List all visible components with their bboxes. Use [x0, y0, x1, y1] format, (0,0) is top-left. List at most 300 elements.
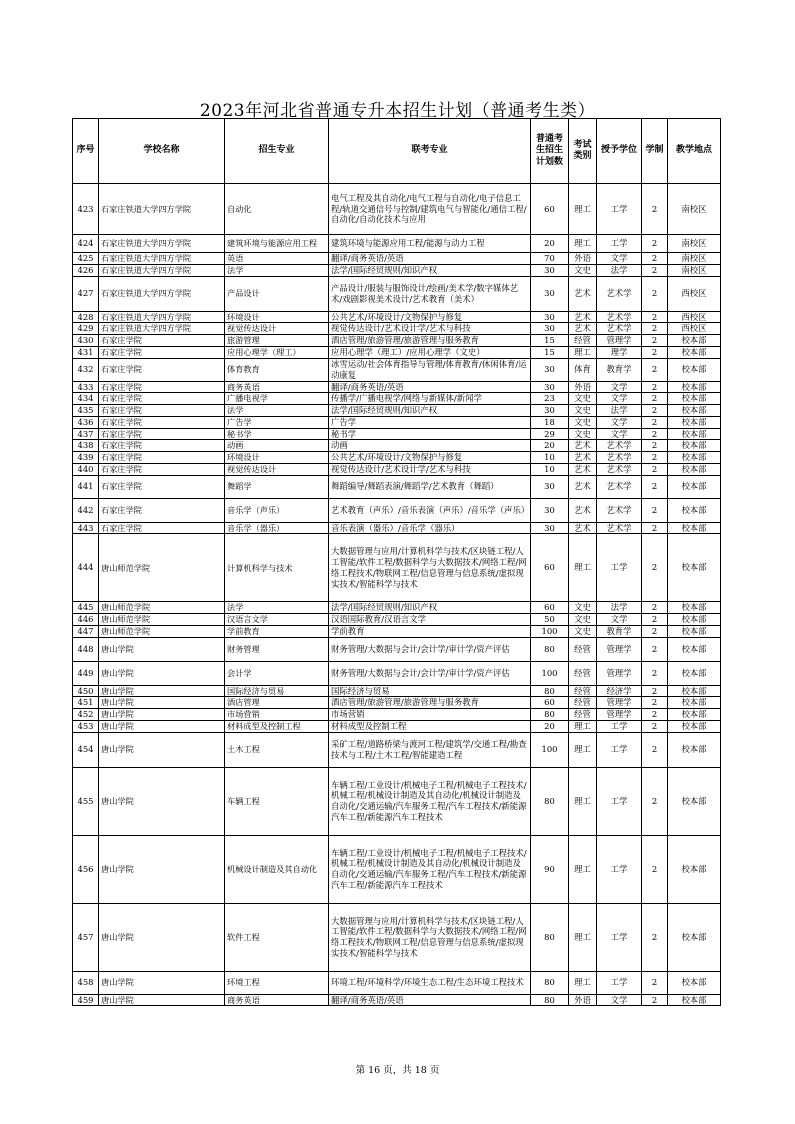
- cell-plan-count: 20: [531, 440, 569, 452]
- cell-major-name: 酒店管理: [225, 697, 329, 709]
- cell-degree: 理学: [597, 346, 642, 358]
- cell-degree: 工学: [597, 835, 642, 903]
- cell-degree: 法学: [597, 602, 642, 614]
- cell-exam-type: 文史: [569, 264, 597, 276]
- cell-exam-type: 经管: [569, 335, 597, 347]
- cell-plan-count: 100: [531, 625, 569, 637]
- cell-exam-type: 经管: [569, 709, 597, 721]
- cell-major-name: 广告学: [225, 416, 329, 428]
- cell-major-name: 视觉传达设计: [225, 323, 329, 335]
- cell-major-name: 机械设计制造及其自动化: [225, 835, 329, 903]
- cell-school-name: 唐山学院: [99, 903, 225, 971]
- cell-plan-count: 15: [531, 335, 569, 347]
- cell-major-name: 市场营销: [225, 709, 329, 721]
- cell-location: 校本部: [668, 637, 721, 661]
- cell-degree: 艺术学: [597, 311, 642, 323]
- cell-major-name: 应用心理学（理工）: [225, 346, 329, 358]
- table-row: [73, 428, 721, 440]
- cell-years: 2: [642, 614, 668, 626]
- table-row: [73, 346, 721, 358]
- cell-degree: 工学: [597, 971, 642, 994]
- cell-school-name: 石家庄学院: [99, 346, 225, 358]
- table-row: [73, 971, 721, 994]
- cell-school-name: 唐山学院: [99, 720, 225, 732]
- cell-degree: 法学: [597, 405, 642, 417]
- cell-degree: 艺术学: [597, 498, 642, 522]
- cell-location: 校本部: [668, 903, 721, 971]
- cell-years: 2: [642, 732, 668, 767]
- cell-location: 南校区: [668, 253, 721, 265]
- cell-degree: 管理学: [597, 335, 642, 347]
- page-footer: 第 16 页，共 18 页: [355, 1065, 440, 1076]
- cell-school-name: 唐山学院: [99, 661, 225, 685]
- table-row: [73, 358, 721, 381]
- cell-location: 校本部: [668, 661, 721, 685]
- cell-joint-major: 艺术教育（声乐）/音乐表演（声乐）/音乐学（声乐）: [329, 498, 531, 522]
- cell-years: 2: [642, 405, 668, 417]
- cell-school-name: 石家庄学院: [99, 405, 225, 417]
- cell-plan-count: 20: [531, 720, 569, 732]
- cell-major-name: 动画: [225, 440, 329, 452]
- table-row: [73, 405, 721, 417]
- cell-major-name: 自动化: [225, 184, 329, 235]
- cell-years: 2: [642, 323, 668, 335]
- cell-location: 校本部: [668, 767, 721, 835]
- cell-exam-type: 艺术: [569, 276, 597, 311]
- table-row: [73, 253, 721, 265]
- cell-row-number: 423: [73, 184, 99, 235]
- cell-location: 校本部: [668, 440, 721, 452]
- cell-row-number: 453: [73, 720, 99, 732]
- cell-row-number: 449: [73, 661, 99, 685]
- cell-exam-type: 理工: [569, 732, 597, 767]
- cell-exam-type: 艺术: [569, 452, 597, 464]
- cell-plan-count: 60: [531, 184, 569, 235]
- cell-school-name: 唐山学院: [99, 709, 225, 721]
- cell-degree: 文学: [597, 416, 642, 428]
- cell-row-number: 444: [73, 534, 99, 602]
- cell-row-number: 428: [73, 311, 99, 323]
- cell-row-number: 450: [73, 685, 99, 697]
- cell-plan-count: 60: [531, 534, 569, 602]
- cell-school-name: 唐山学院: [99, 697, 225, 709]
- cell-plan-count: 23: [531, 393, 569, 405]
- cell-degree: 法学: [597, 264, 642, 276]
- table-row: [73, 614, 721, 626]
- table-row: [73, 264, 721, 276]
- cell-joint-major: 冰雪运动/社会体育指导与管理/体育教育/休闲体育/运动康复: [329, 358, 531, 381]
- cell-years: 2: [642, 625, 668, 637]
- cell-plan-count: 30: [531, 522, 569, 534]
- cell-exam-type: 文史: [569, 602, 597, 614]
- cell-school-name: 石家庄铁道大学四方学院: [99, 323, 225, 335]
- table-row: [73, 475, 721, 498]
- cell-row-number: 441: [73, 475, 99, 498]
- cell-years: 2: [642, 416, 668, 428]
- cell-row-number: 429: [73, 323, 99, 335]
- table-row: [73, 903, 721, 971]
- cell-location: 校本部: [668, 358, 721, 381]
- cell-school-name: 石家庄学院: [99, 475, 225, 498]
- cell-plan-count: 20: [531, 235, 569, 253]
- cell-degree: 工学: [597, 235, 642, 253]
- cell-location: 校本部: [668, 346, 721, 358]
- col-header-plan: 普通考生招生计划数: [531, 119, 569, 184]
- cell-joint-major: 翻译/商务英语/英语: [329, 994, 531, 1006]
- cell-school-name: 唐山学院: [99, 685, 225, 697]
- table-row: [73, 685, 721, 697]
- cell-exam-type: 文史: [569, 405, 597, 417]
- cell-exam-type: 文史: [569, 614, 597, 626]
- cell-location: 西校区: [668, 323, 721, 335]
- cell-years: 2: [642, 835, 668, 903]
- cell-location: 校本部: [668, 685, 721, 697]
- cell-joint-major: 应用心理学（理工）/应用心理学（文史）: [329, 346, 531, 358]
- cell-exam-type: 艺术: [569, 440, 597, 452]
- cell-row-number: 451: [73, 697, 99, 709]
- table-row: [73, 602, 721, 614]
- cell-plan-count: 30: [531, 405, 569, 417]
- table-row: [73, 767, 721, 835]
- cell-degree: 艺术学: [597, 323, 642, 335]
- table-row: [73, 720, 721, 732]
- cell-years: 2: [642, 463, 668, 475]
- cell-row-number: 442: [73, 498, 99, 522]
- cell-joint-major: 法学/国际经贸规则/知识产权: [329, 405, 531, 417]
- cell-joint-major: 视觉传达设计/艺术设计学/艺术与科技: [329, 323, 531, 335]
- cell-row-number: 432: [73, 358, 99, 381]
- cell-row-number: 445: [73, 602, 99, 614]
- cell-joint-major: 酒店管理/旅游管理/旅游管理与服务教育: [329, 697, 531, 709]
- table-row: [73, 637, 721, 661]
- cell-years: 2: [642, 393, 668, 405]
- page-title: 2023年河北省普通专升本招生计划（普通考生类）: [199, 101, 596, 121]
- cell-joint-major: 法学/国际经贸规则/知识产权: [329, 264, 531, 276]
- cell-years: 2: [642, 440, 668, 452]
- cell-degree: 艺术学: [597, 522, 642, 534]
- cell-major-name: 法学: [225, 602, 329, 614]
- table-row: [73, 994, 721, 1006]
- cell-degree: 经济学: [597, 685, 642, 697]
- cell-plan-count: 60: [531, 602, 569, 614]
- cell-school-name: 石家庄学院: [99, 428, 225, 440]
- cell-years: 2: [642, 276, 668, 311]
- cell-major-name: 环境工程: [225, 971, 329, 994]
- cell-degree: 文学: [597, 428, 642, 440]
- cell-years: 2: [642, 994, 668, 1006]
- cell-joint-major: 酒店管理/旅游管理/旅游管理与服务教育: [329, 335, 531, 347]
- cell-major-name: 视觉传达设计: [225, 463, 329, 475]
- table-row: [73, 440, 721, 452]
- cell-location: 校本部: [668, 381, 721, 393]
- cell-location: 校本部: [668, 498, 721, 522]
- table-row: [73, 498, 721, 522]
- cell-major-name: 音乐学（器乐）: [225, 522, 329, 534]
- cell-major-name: 软件工程: [225, 903, 329, 971]
- cell-location: 西校区: [668, 311, 721, 323]
- cell-major-name: 国际经济与贸易: [225, 685, 329, 697]
- cell-years: 2: [642, 637, 668, 661]
- cell-school-name: 唐山学院: [99, 994, 225, 1006]
- cell-joint-major: 视觉传达设计/艺术设计学/艺术与科技: [329, 463, 531, 475]
- cell-exam-type: 经管: [569, 697, 597, 709]
- cell-joint-major: 建筑环境与能源应用工程/能源与动力工程: [329, 235, 531, 253]
- cell-degree: 管理学: [597, 661, 642, 685]
- cell-years: 2: [642, 452, 668, 464]
- cell-row-number: 440: [73, 463, 99, 475]
- cell-plan-count: 50: [531, 614, 569, 626]
- col-header-no: 序号: [73, 119, 99, 184]
- cell-plan-count: 80: [531, 971, 569, 994]
- cell-location: 校本部: [668, 971, 721, 994]
- cell-school-name: 石家庄铁道大学四方学院: [99, 253, 225, 265]
- cell-location: 校本部: [668, 614, 721, 626]
- cell-plan-count: 30: [531, 381, 569, 393]
- cell-degree: 工学: [597, 534, 642, 602]
- cell-exam-type: 理工: [569, 346, 597, 358]
- cell-exam-type: 艺术: [569, 323, 597, 335]
- cell-plan-count: 15: [531, 346, 569, 358]
- cell-years: 2: [642, 522, 668, 534]
- cell-years: 2: [642, 475, 668, 498]
- table-row: [73, 311, 721, 323]
- cell-location: 南校区: [668, 264, 721, 276]
- cell-row-number: 448: [73, 637, 99, 661]
- col-header-degree: 授予学位: [597, 119, 642, 184]
- cell-plan-count: 100: [531, 732, 569, 767]
- table-header-row: [73, 119, 721, 184]
- cell-major-name: 法学: [225, 405, 329, 417]
- cell-major-name: 产品设计: [225, 276, 329, 311]
- cell-row-number: 446: [73, 614, 99, 626]
- cell-exam-type: 理工: [569, 534, 597, 602]
- cell-joint-major: 音乐表演（器乐）/音乐学（器乐）: [329, 522, 531, 534]
- cell-plan-count: 80: [531, 709, 569, 721]
- col-header-exam-type: 考试类别: [569, 119, 597, 184]
- cell-school-name: 唐山学院: [99, 637, 225, 661]
- cell-school-name: 石家庄铁道大学四方学院: [99, 184, 225, 235]
- table-row: [73, 335, 721, 347]
- col-header-years: 学制: [642, 119, 668, 184]
- cell-location: 校本部: [668, 709, 721, 721]
- cell-degree: 工学: [597, 720, 642, 732]
- cell-location: 校本部: [668, 428, 721, 440]
- cell-years: 2: [642, 602, 668, 614]
- cell-plan-count: 30: [531, 475, 569, 498]
- cell-row-number: 431: [73, 346, 99, 358]
- table-row: [73, 452, 721, 464]
- cell-school-name: 石家庄学院: [99, 393, 225, 405]
- cell-school-name: 石家庄学院: [99, 498, 225, 522]
- cell-major-name: 材料成型及控制工程: [225, 720, 329, 732]
- cell-years: 2: [642, 685, 668, 697]
- cell-joint-major: 翻译/商务英语/英语: [329, 381, 531, 393]
- cell-degree: 文学: [597, 614, 642, 626]
- cell-joint-major: 学前教育: [329, 625, 531, 637]
- cell-school-name: 唐山学院: [99, 971, 225, 994]
- cell-exam-type: 外语: [569, 253, 597, 265]
- cell-location: 西校区: [668, 276, 721, 311]
- cell-school-name: 唐山师范学院: [99, 625, 225, 637]
- cell-degree: 文学: [597, 393, 642, 405]
- cell-school-name: 唐山学院: [99, 732, 225, 767]
- cell-joint-major: 动画: [329, 440, 531, 452]
- cell-plan-count: 30: [531, 311, 569, 323]
- cell-plan-count: 80: [531, 685, 569, 697]
- cell-row-number: 457: [73, 903, 99, 971]
- cell-location: 校本部: [668, 416, 721, 428]
- cell-major-name: 建筑环境与能源应用工程: [225, 235, 329, 253]
- cell-location: 校本部: [668, 602, 721, 614]
- cell-exam-type: 文史: [569, 416, 597, 428]
- cell-location: 校本部: [668, 720, 721, 732]
- cell-years: 2: [642, 534, 668, 602]
- cell-degree: 教育学: [597, 358, 642, 381]
- cell-major-name: 英语: [225, 253, 329, 265]
- cell-plan-count: 80: [531, 903, 569, 971]
- cell-plan-count: 80: [531, 767, 569, 835]
- cell-row-number: 443: [73, 522, 99, 534]
- cell-school-name: 石家庄学院: [99, 463, 225, 475]
- cell-joint-major: 市场营销: [329, 709, 531, 721]
- cell-row-number: 437: [73, 428, 99, 440]
- cell-school-name: 唐山学院: [99, 835, 225, 903]
- cell-joint-major: 广告学: [329, 416, 531, 428]
- col-header-school: 学校名称: [99, 119, 225, 184]
- table-body: [73, 184, 721, 1006]
- cell-location: 南校区: [668, 235, 721, 253]
- cell-major-name: 环境设计: [225, 452, 329, 464]
- table-row: [73, 184, 721, 235]
- cell-row-number: 456: [73, 835, 99, 903]
- cell-row-number: 454: [73, 732, 99, 767]
- cell-plan-count: 18: [531, 416, 569, 428]
- cell-degree: 艺术学: [597, 440, 642, 452]
- cell-joint-major: 秘书学: [329, 428, 531, 440]
- cell-exam-type: 外语: [569, 381, 597, 393]
- cell-major-name: 商务英语: [225, 994, 329, 1006]
- cell-joint-major: 国际经济与贸易: [329, 685, 531, 697]
- cell-location: 校本部: [668, 835, 721, 903]
- cell-row-number: 452: [73, 709, 99, 721]
- cell-row-number: 459: [73, 994, 99, 1006]
- table-row: [73, 235, 721, 253]
- cell-major-name: 会计学: [225, 661, 329, 685]
- cell-joint-major: 大数据管理与应用/计算机科学与技术/区块链工程/人工智能/软件工程/数据科学与大数据技术/网络工程/网络工程技术/物联网工程/信息管理与信息系统/虚拟现实技术/智能科学与技术: [329, 534, 531, 602]
- cell-years: 2: [642, 346, 668, 358]
- cell-location: 校本部: [668, 335, 721, 347]
- cell-exam-type: 经管: [569, 661, 597, 685]
- cell-major-name: 旅游管理: [225, 335, 329, 347]
- cell-degree: 教育学: [597, 625, 642, 637]
- cell-plan-count: 80: [531, 994, 569, 1006]
- cell-joint-major: 传播学/广播电视学/网络与新媒体/新闻学: [329, 393, 531, 405]
- cell-exam-type: 理工: [569, 184, 597, 235]
- cell-joint-major: 公共艺术/环境设计/文物保护与修复: [329, 311, 531, 323]
- cell-degree: 艺术学: [597, 276, 642, 311]
- cell-row-number: 447: [73, 625, 99, 637]
- cell-degree: 工学: [597, 184, 642, 235]
- cell-school-name: 石家庄学院: [99, 381, 225, 393]
- cell-plan-count: 10: [531, 463, 569, 475]
- cell-major-name: 音乐学（声乐）: [225, 498, 329, 522]
- cell-exam-type: 文史: [569, 393, 597, 405]
- cell-school-name: 唐山师范学院: [99, 602, 225, 614]
- cell-degree: 艺术学: [597, 475, 642, 498]
- cell-major-name: 计算机科学与技术: [225, 534, 329, 602]
- cell-degree: 管理学: [597, 697, 642, 709]
- cell-school-name: 石家庄铁道大学四方学院: [99, 264, 225, 276]
- table-row: [73, 522, 721, 534]
- table-row: [73, 661, 721, 685]
- cell-exam-type: 体育: [569, 358, 597, 381]
- cell-degree: 艺术学: [597, 463, 642, 475]
- cell-major-name: 广播电视学: [225, 393, 329, 405]
- table-row: [73, 416, 721, 428]
- cell-row-number: 439: [73, 452, 99, 464]
- cell-school-name: 石家庄学院: [99, 522, 225, 534]
- cell-exam-type: 艺术: [569, 463, 597, 475]
- table-row: [73, 393, 721, 405]
- cell-joint-major: 汉语国际教育/汉语言文学: [329, 614, 531, 626]
- cell-years: 2: [642, 697, 668, 709]
- cell-school-name: 石家庄学院: [99, 440, 225, 452]
- cell-years: 2: [642, 253, 668, 265]
- cell-years: 2: [642, 971, 668, 994]
- cell-location: 校本部: [668, 393, 721, 405]
- cell-school-name: 唐山学院: [99, 767, 225, 835]
- cell-years: 2: [642, 767, 668, 835]
- cell-plan-count: 70: [531, 253, 569, 265]
- cell-joint-major: 财务管理/大数据与会计/会计学/审计学/资产评估: [329, 637, 531, 661]
- cell-joint-major: 采矿工程/道路桥梁与渡河工程/建筑学/交通工程/勘查技术与工程/土木工程/智能建造工程: [329, 732, 531, 767]
- cell-major-name: 秘书学: [225, 428, 329, 440]
- cell-major-name: 法学: [225, 264, 329, 276]
- cell-school-name: 石家庄学院: [99, 416, 225, 428]
- cell-degree: 工学: [597, 732, 642, 767]
- cell-plan-count: 100: [531, 661, 569, 685]
- cell-joint-major: 公共艺术/环境设计/文物保护与修复: [329, 452, 531, 464]
- cell-degree: 文学: [597, 253, 642, 265]
- cell-joint-major: 电气工程及其自动化/电气工程与自动化/电子信息工程/轨道交通信号与控制/建筑电气与智能化/通信工程/自动化/自动化技术与应用: [329, 184, 531, 235]
- cell-row-number: 424: [73, 235, 99, 253]
- cell-row-number: 434: [73, 393, 99, 405]
- cell-row-number: 425: [73, 253, 99, 265]
- cell-major-name: 舞蹈学: [225, 475, 329, 498]
- cell-location: 校本部: [668, 452, 721, 464]
- cell-location: 南校区: [668, 184, 721, 235]
- cell-location: 校本部: [668, 732, 721, 767]
- cell-location: 校本部: [668, 463, 721, 475]
- cell-degree: 文学: [597, 381, 642, 393]
- cell-major-name: 汉语言文学: [225, 614, 329, 626]
- cell-years: 2: [642, 264, 668, 276]
- table-row: [73, 835, 721, 903]
- cell-school-name: 唐山师范学院: [99, 614, 225, 626]
- cell-exam-type: 文史: [569, 625, 597, 637]
- cell-exam-type: 外语: [569, 994, 597, 1006]
- cell-major-name: 环境设计: [225, 311, 329, 323]
- cell-exam-type: 理工: [569, 235, 597, 253]
- table-row: [73, 381, 721, 393]
- cell-plan-count: 60: [531, 697, 569, 709]
- cell-joint-major: 法学/国际经贸规则/知识产权: [329, 602, 531, 614]
- cell-location: 校本部: [668, 522, 721, 534]
- cell-exam-type: 艺术: [569, 522, 597, 534]
- cell-years: 2: [642, 335, 668, 347]
- cell-exam-type: 艺术: [569, 475, 597, 498]
- cell-degree: 文学: [597, 994, 642, 1006]
